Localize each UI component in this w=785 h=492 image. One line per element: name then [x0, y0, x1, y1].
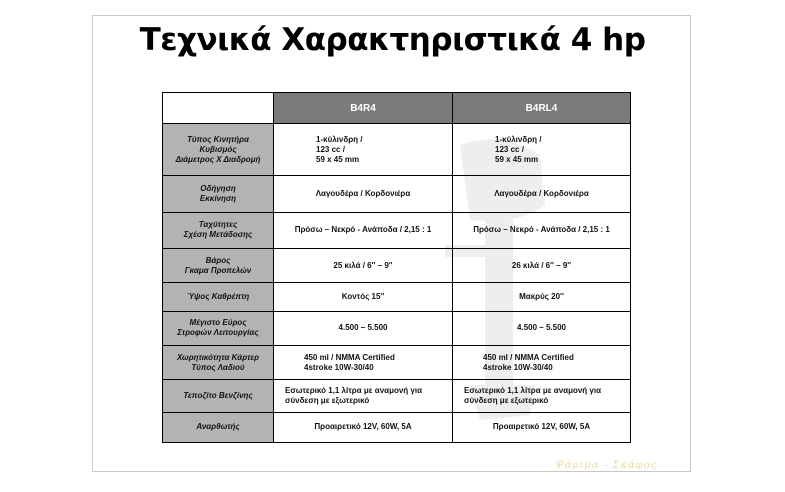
value-b4r4	[274, 212, 453, 248]
value-b4rl4-line: 1-κύλινδρη /	[495, 134, 542, 144]
row-label-line: Κυβισμός	[199, 144, 237, 154]
value-b4r4-line: 1-κύλινδρη /	[316, 134, 363, 144]
value-b4rl4-line: 59 x 45 mm	[495, 154, 539, 164]
row-label	[163, 311, 274, 345]
row-label-line: Γκαμα Προπελών	[184, 265, 252, 275]
value-b4r4-line: Εσωτερικό 1,1 λίτρα με αναμονή για	[285, 385, 422, 395]
row-label-line: Στροφών Λειτουργίας	[177, 328, 259, 338]
value-b4r4-line: 59 x 45 mm	[316, 154, 360, 164]
page-title: Τεχνικά Χαρακτηριστικά 4 hp	[139, 22, 646, 58]
row-label-line: Ταχύτητες	[198, 220, 238, 230]
value-b4rl4-line: 26 κιλά / 6'' – 9''	[511, 260, 572, 270]
table-row	[163, 311, 631, 345]
value-b4r4	[274, 124, 453, 176]
row-label-line: Σχέση Μετάδοσης	[183, 230, 253, 240]
value-b4r4-line: 4stroke 10W-30/40	[304, 362, 374, 372]
value-b4rl4	[453, 311, 631, 345]
header-blank-cell	[163, 93, 274, 124]
value-b4rl4	[453, 249, 631, 283]
value-b4r4	[274, 380, 453, 412]
value-b4r4-line: 123 cc /	[316, 144, 345, 154]
row-label	[163, 176, 274, 212]
table-row	[163, 176, 631, 212]
value-b4r4-line: Προαιρετικό 12V, 60W, 5A	[314, 422, 412, 432]
row-label	[163, 283, 274, 311]
row-label-line: Βάρος	[205, 255, 231, 265]
value-b4rl4-line: 4stroke 10W-30/40	[483, 362, 553, 372]
table-row	[163, 249, 631, 283]
row-label-line: Εκκίνηση	[199, 194, 237, 204]
value-b4r4	[274, 249, 453, 283]
value-b4rl4-line: Μακρύς 20''	[519, 292, 564, 302]
value-b4rl4	[453, 283, 631, 311]
row-label	[163, 212, 274, 248]
row-label-line: Αναρθωτής	[196, 422, 240, 432]
value-b4r4-line: Λαγουδέρα / Κορδονιέρα	[315, 189, 411, 199]
value-b4rl4	[453, 212, 631, 248]
row-label	[163, 249, 274, 283]
value-b4r4	[274, 412, 453, 442]
value-b4r4-line: Πρόσω – Νεκρό - Ανάποδα / 2,15 : 1	[294, 225, 432, 235]
value-b4r4-line: 450 ml / NMMA Certified	[304, 352, 395, 362]
row-label-line: Χωρητικότητα Κάρτερ	[176, 352, 260, 362]
row-label-line: Τύπος Λαδιού	[191, 362, 245, 372]
row-label	[163, 380, 274, 412]
row-label	[163, 346, 274, 380]
table-row	[163, 212, 631, 248]
value-b4rl4-line: 123 cc /	[495, 144, 524, 154]
value-b4r4-line: σύνδεση με εξωτερικό	[285, 395, 370, 405]
table-row	[163, 124, 631, 176]
table-header-row	[163, 93, 631, 124]
value-b4rl4-line: Εσωτερικό 1,1 λίτρα με αναμονή για	[464, 385, 601, 395]
value-b4r4-line: 25 κιλά / 6'' – 9''	[333, 260, 393, 270]
value-b4rl4	[453, 124, 631, 176]
table-row	[163, 283, 631, 311]
value-b4r4-line: 4.500 – 5.500	[338, 323, 388, 333]
value-b4rl4-line: Πρόσω – Νεκρό - Ανάποδα / 2,15 : 1	[473, 225, 610, 235]
value-b4rl4	[453, 412, 631, 442]
value-b4r4	[274, 346, 453, 380]
value-b4rl4	[453, 176, 631, 212]
specs-table	[162, 92, 631, 443]
value-b4rl4-line: Προαιρετικό 12V, 60W, 5A	[492, 422, 591, 432]
watermark: Ψάριμα - Σκάφος	[555, 460, 658, 471]
value-b4rl4-line: σύνδεση με εξωτερικό	[464, 395, 549, 405]
header-b4r4: B4R4	[274, 93, 453, 124]
value-b4r4	[274, 176, 453, 212]
table-row	[163, 380, 631, 412]
value-b4rl4-line: 4.500 – 5.500	[517, 323, 566, 333]
table-row	[163, 346, 631, 380]
row-label	[163, 124, 274, 176]
row-label-line: Τύπος Κινητήρα	[187, 134, 249, 144]
value-b4r4	[274, 283, 453, 311]
row-label-line: Διάμετρος Χ Διαδρομή	[175, 154, 261, 164]
row-label	[163, 412, 274, 442]
value-b4r4-line: Κοντός 15''	[341, 292, 385, 302]
table-row	[163, 412, 631, 442]
row-label-line: Τεποζίτο Βενζίνης	[183, 390, 253, 400]
value-b4rl4	[453, 346, 631, 380]
row-label-line: Μέγιστο Εύρος	[189, 318, 247, 328]
row-label-line: Ύψος Καθρέπτη	[186, 292, 250, 302]
header-b4rl4: B4RL4	[453, 93, 631, 124]
value-b4rl4	[453, 380, 631, 412]
row-label-line: Οδήγηση	[200, 184, 236, 194]
value-b4rl4-line: Λαγουδέρα / Κορδονιέρα	[494, 189, 589, 199]
value-b4r4	[274, 311, 453, 345]
value-b4rl4-line: 450 ml / NMMA Certified	[483, 352, 574, 362]
